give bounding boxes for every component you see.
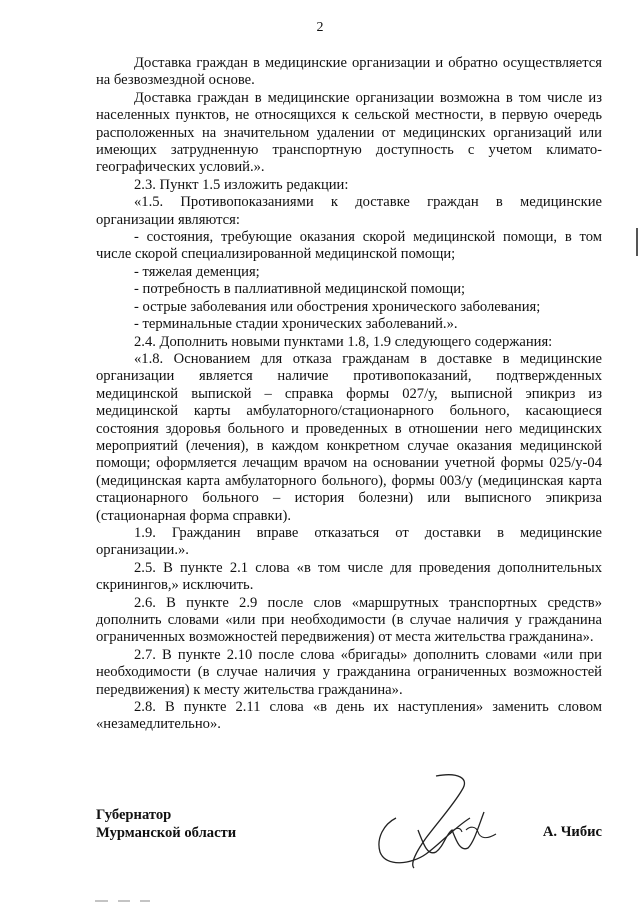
list-item-terminal: - терминальные стадии хронических заболеваний.». bbox=[134, 316, 458, 333]
list-item-palliative: - потребность в паллиативной медицинской помощи; bbox=[134, 281, 466, 298]
list-item-dementia: - тяжелая деменция; bbox=[134, 263, 260, 280]
document-body bbox=[96, 55, 602, 734]
list-item-emergency: - состояния, требующие оказания скорой медицинской помощи, в том числе скорой специализированной медицинской помощи; bbox=[96, 229, 602, 263]
paragraph-item-1-9: 1.9. Гражданин вправе отказаться от доставки в медицинские организации.». bbox=[96, 524, 602, 559]
governor-title-line1: Губернатор bbox=[96, 807, 172, 823]
paragraph-item-2-8: 2.8. В пункте 2.11 слова «в день их наступления» заменить словом «незамедлительно». bbox=[96, 699, 602, 733]
paragraph-contraindications: «1.5. Противопоказаниями к доставке граждан в медицинские организации являются: bbox=[96, 194, 602, 228]
scan-edge-mark bbox=[636, 228, 638, 256]
governor-title bbox=[96, 806, 236, 842]
page-number: 2 bbox=[316, 20, 324, 35]
scan-footer-marks bbox=[0, 899, 640, 903]
list-item-acute: - острые заболевания или обострения хронического заболевания; bbox=[134, 298, 541, 315]
paragraph-item-2-6: 2.6. В пункте 2.9 после слов «маршрутных транспортных средств» дополнить словами «или при необходимости (в случае наличия у гражданина ограниченных возможностей передвижения) от места жительства гражданина». bbox=[96, 594, 602, 646]
paragraph-item-2-7: 2.7. В пункте 2.10 после слова «бригады» дополнить словами «или при необходимости (в случае наличия у гражданина ограниченных возможностей передвижения) к месту жительства гражданина». bbox=[96, 646, 602, 698]
paragraph-item-1-8: «1.8. Основанием для отказа гражданам в доставке в медицинские организации является наличие противопоказаний, подтвержденных медицинской выпиской – справка формы 027/у, выписной эпикриз из медицинской карты амбулаторного/стационарного больного, касающиеся состояния здоровья больного и проведенных в отношении него медицинских мероприятий (лечения), в каждом конкретном случае оказания медицинской помощи; оформляется лечащим врачом на основании учетной формы 025/у-04 (медицинская карта амбулаторного больного), формы 003/у (медицинская карта стационарного больного – история болезни) или выписного эпикриза (стационарная форма справки). bbox=[96, 350, 602, 524]
paragraph-item-2-3: 2.3. Пункт 1.5 изложить редакции: bbox=[134, 176, 349, 193]
governor-title-line2: Мурманской области bbox=[96, 825, 237, 841]
paragraph-delivery-localities: Доставка граждан в медицинские организации возможна в том числе из населенных пунктов, не относящихся к сельской местности, в первую очередь расположенных на значительном удалении от медицинских организаций или имеющих затрудненную транспортную доступность с учетом климато-географических условий.». bbox=[96, 89, 602, 176]
handwritten-signature bbox=[366, 768, 506, 878]
paragraph-item-2-4: 2.4. Дополнить новыми пунктами 1.8, 1.9 следующего содержания: bbox=[134, 333, 553, 350]
governor-name: А. Чибис bbox=[542, 824, 602, 840]
signature-block bbox=[96, 806, 602, 866]
paragraph-item-2-5: 2.5. В пункте 2.1 слова «в том числе для проведения дополнительных скринингов,» исключить. bbox=[96, 559, 602, 594]
paragraph-free-delivery: Доставка граждан в медицинские организации и обратно осуществляется на безвозмездной основе. bbox=[96, 55, 602, 89]
